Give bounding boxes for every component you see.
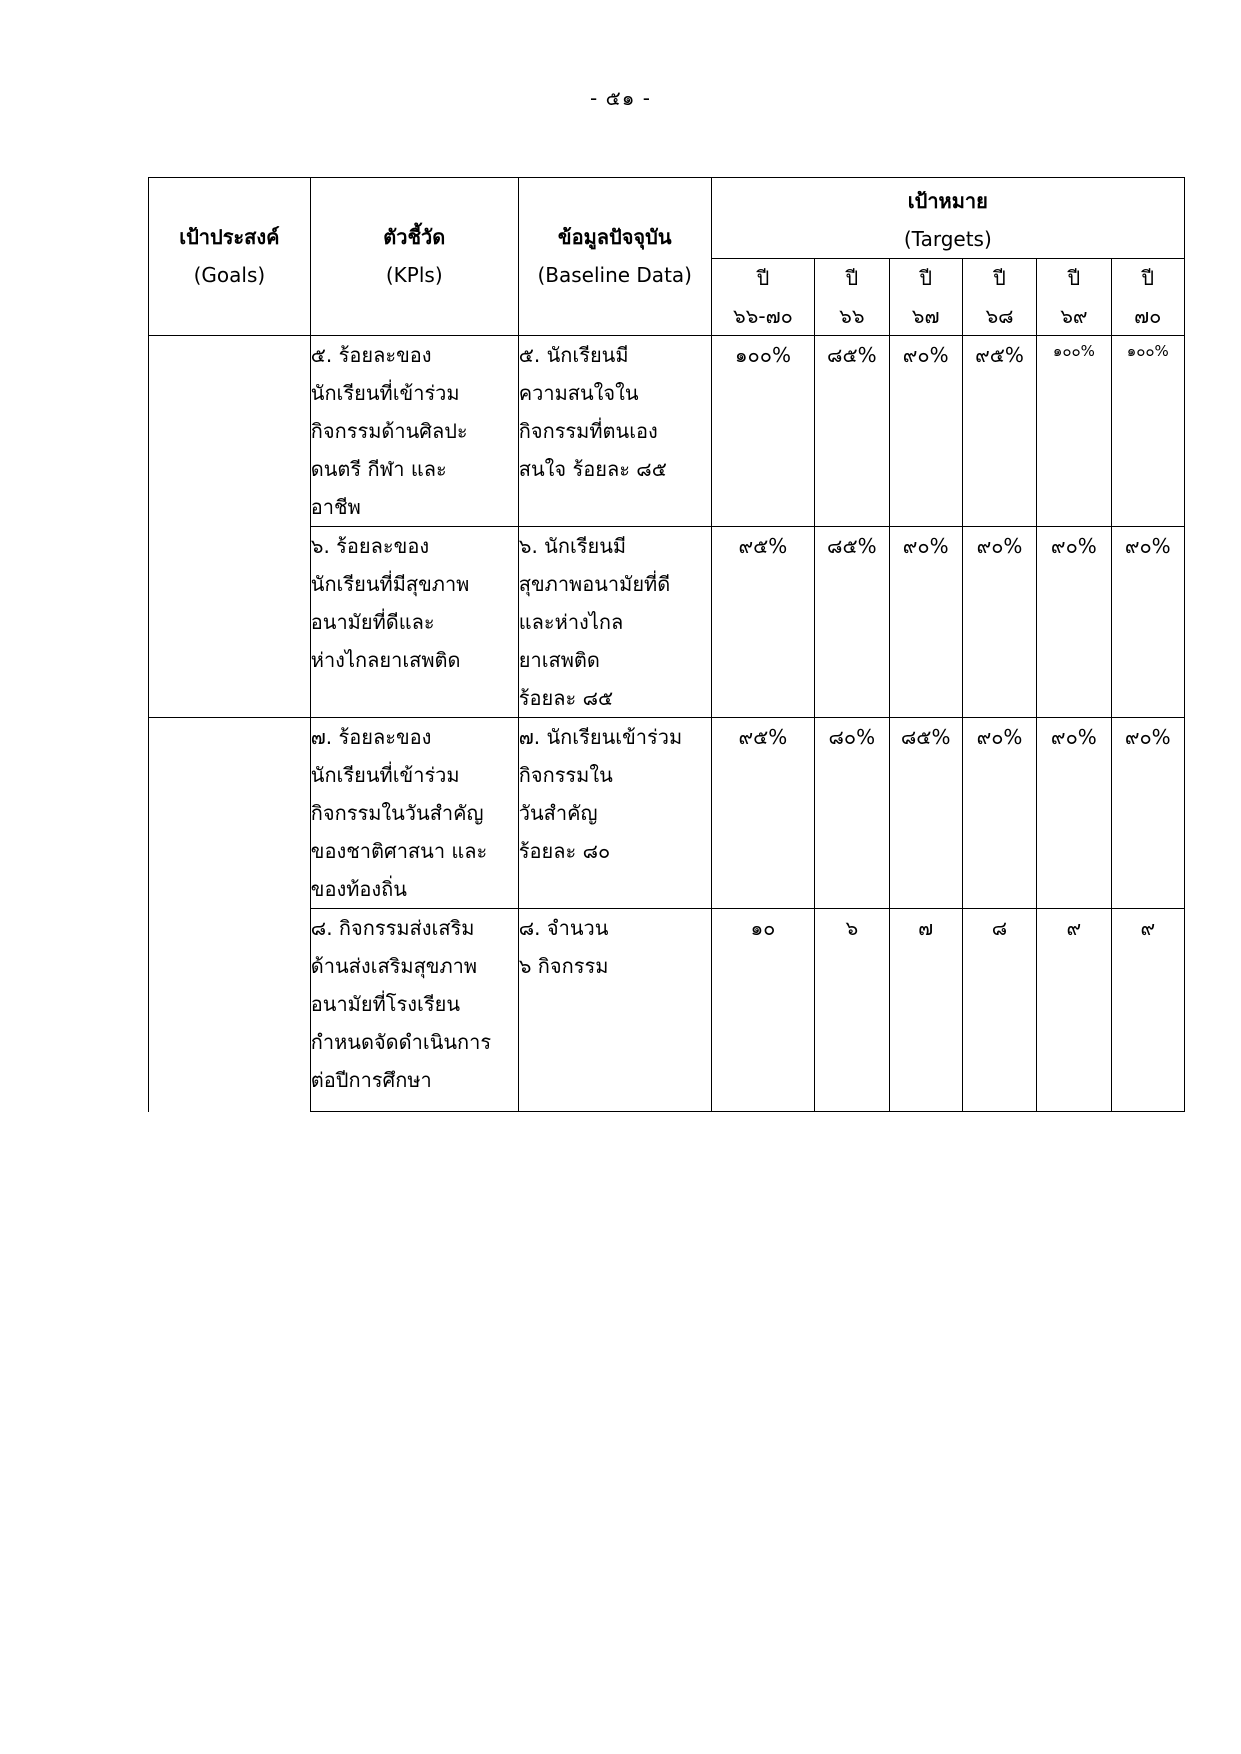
kpi-line: นักเรียนที่มีสุขภาพ xyxy=(310,572,470,596)
target-value: ๑๐๐% xyxy=(1037,336,1111,527)
year-value: ๖๘ xyxy=(962,297,1036,336)
table-row xyxy=(149,718,1185,909)
kpi-line: กิจกรรมในวันสำคัญ xyxy=(310,801,484,825)
year-label: ปี xyxy=(1037,259,1111,298)
kpi-header xyxy=(310,178,518,336)
kpi-line: นักเรียนที่เข้าร่วม xyxy=(310,381,460,405)
kpi-line: อาชีพ xyxy=(310,495,361,519)
year-value: ๖๖-๗๐ xyxy=(711,297,814,336)
target-value: ๙๕% xyxy=(962,336,1036,527)
kpi-cell xyxy=(310,527,518,718)
baseline-line: วันสำคัญ xyxy=(518,801,598,825)
kpi-line: ดนตรี กีฬา และ xyxy=(310,457,447,481)
table-row xyxy=(149,336,1185,527)
year-value: ๗๐ xyxy=(1111,297,1184,336)
year-value: ๖๙ xyxy=(1037,297,1111,336)
kpi-line: ๖. ร้อยละของ xyxy=(310,534,430,558)
baseline-header-en: (Baseline Data) xyxy=(537,263,692,287)
targets-header xyxy=(711,178,1184,259)
target-value: ๙๐% xyxy=(1037,718,1111,909)
kpi-line: ห่างไกลยาเสพติด xyxy=(310,648,461,672)
target-value: ๗ xyxy=(889,909,962,1112)
goals-header xyxy=(149,178,311,336)
baseline-line: ร้อยละ ๘๕ xyxy=(518,686,614,710)
baseline-cell xyxy=(518,909,711,1112)
kpi-line: ๕. ร้อยละของ xyxy=(310,343,432,367)
kpi-line: อนามัยที่โรงเรียน xyxy=(310,992,460,1016)
target-value: ๙ xyxy=(1111,909,1184,1112)
year-value: ๖๗ xyxy=(889,297,962,336)
baseline-header xyxy=(518,178,711,336)
baseline-cell xyxy=(518,336,711,527)
kpi-line: ของชาติศาสนา และ xyxy=(310,839,488,863)
kpi-table xyxy=(148,177,1185,1112)
target-value: ๙๐% xyxy=(1111,718,1184,909)
baseline-cell xyxy=(518,527,711,718)
kpi-line: ของท้องถิ่น xyxy=(310,877,407,901)
year-label: ปี xyxy=(815,259,889,298)
kpi-line: ๗. ร้อยละของ xyxy=(310,725,432,749)
baseline-line: สุขภาพอนามัยที่ดี xyxy=(518,572,671,596)
goals-header-en: (Goals) xyxy=(193,263,266,287)
baseline-line: ความสนใจใน xyxy=(518,381,639,405)
baseline-line: สนใจ ร้อยละ ๘๕ xyxy=(518,457,667,481)
baseline-cell xyxy=(518,718,711,909)
goal-cell xyxy=(149,336,311,718)
target-value: ๙๕% xyxy=(711,718,814,909)
kpi-cell xyxy=(310,718,518,909)
year-value: ๖๖ xyxy=(815,297,889,336)
baseline-line: กิจกรรมใน xyxy=(518,763,613,787)
year-label: ปี xyxy=(962,259,1036,298)
baseline-line: ร้อยละ ๘๐ xyxy=(518,839,611,863)
baseline-line: และห่างไกล xyxy=(518,610,624,634)
kpi-line: อนามัยที่ดีและ xyxy=(310,610,435,634)
target-value: ๙๐% xyxy=(1111,527,1184,718)
target-value: ๘๕% xyxy=(815,527,889,718)
target-value: ๙๐% xyxy=(1037,527,1111,718)
kpi-line: กำหนดจัดดำเนินการ xyxy=(310,1030,492,1054)
kpi-line: กิจกรรมด้านศิลปะ xyxy=(310,419,468,443)
baseline-line: ๘. จำนวน xyxy=(518,916,609,940)
kpi-line: นักเรียนที่เข้าร่วม xyxy=(310,763,460,787)
target-value: ๙๐% xyxy=(962,718,1036,909)
baseline-line: ๖ กิจกรรม xyxy=(518,954,609,978)
target-value: ๘ xyxy=(962,909,1036,1112)
targets-header-th: เป้าหมาย xyxy=(907,189,988,213)
baseline-header-th: ข้อมูลปัจจุบัน xyxy=(557,225,672,249)
year-label: ปี xyxy=(889,259,962,298)
target-value: ๘๕% xyxy=(889,718,962,909)
targets-header-en: (Targets) xyxy=(903,227,992,251)
target-value: ๘๕% xyxy=(815,336,889,527)
kpi-header-th: ตัวชี้วัด xyxy=(383,225,446,249)
baseline-line: ๗. นักเรียนเข้าร่วม xyxy=(518,725,683,749)
kpi-line: ต่อปีการศึกษา xyxy=(310,1068,432,1092)
target-value: ๘๐% xyxy=(815,718,889,909)
target-value: ๑๐๐% xyxy=(1111,336,1184,527)
target-value: ๖ xyxy=(815,909,889,1112)
kpi-cell xyxy=(310,909,518,1112)
kpi-line: ๘. กิจกรรมส่งเสริม xyxy=(310,916,475,940)
kpi-line: ด้านส่งเสริมสุขภาพ xyxy=(310,954,478,978)
baseline-line: ๖. นักเรียนมี xyxy=(518,534,627,558)
baseline-line: ยาเสพติด xyxy=(518,648,600,672)
target-value: ๙ xyxy=(1037,909,1111,1112)
target-value: ๙๐% xyxy=(962,527,1036,718)
target-value: ๑๐๐% xyxy=(711,336,814,527)
kpi-header-en: (KPls) xyxy=(385,263,443,287)
baseline-line: ๕. นักเรียนมี xyxy=(518,343,629,367)
kpi-cell xyxy=(310,336,518,527)
goal-cell xyxy=(149,718,311,1112)
target-value: ๑๐ xyxy=(711,909,814,1112)
target-value: ๙๕% xyxy=(711,527,814,718)
target-value: ๙๐% xyxy=(889,336,962,527)
baseline-line: กิจกรรมที่ตนเอง xyxy=(518,419,658,443)
target-value: ๙๐% xyxy=(889,527,962,718)
year-label: ปี xyxy=(1111,259,1184,298)
page-number: - ๕๑ - xyxy=(590,86,651,110)
goals-header-th: เป้าประสงค์ xyxy=(179,225,280,249)
year-label: ปี xyxy=(711,259,814,298)
